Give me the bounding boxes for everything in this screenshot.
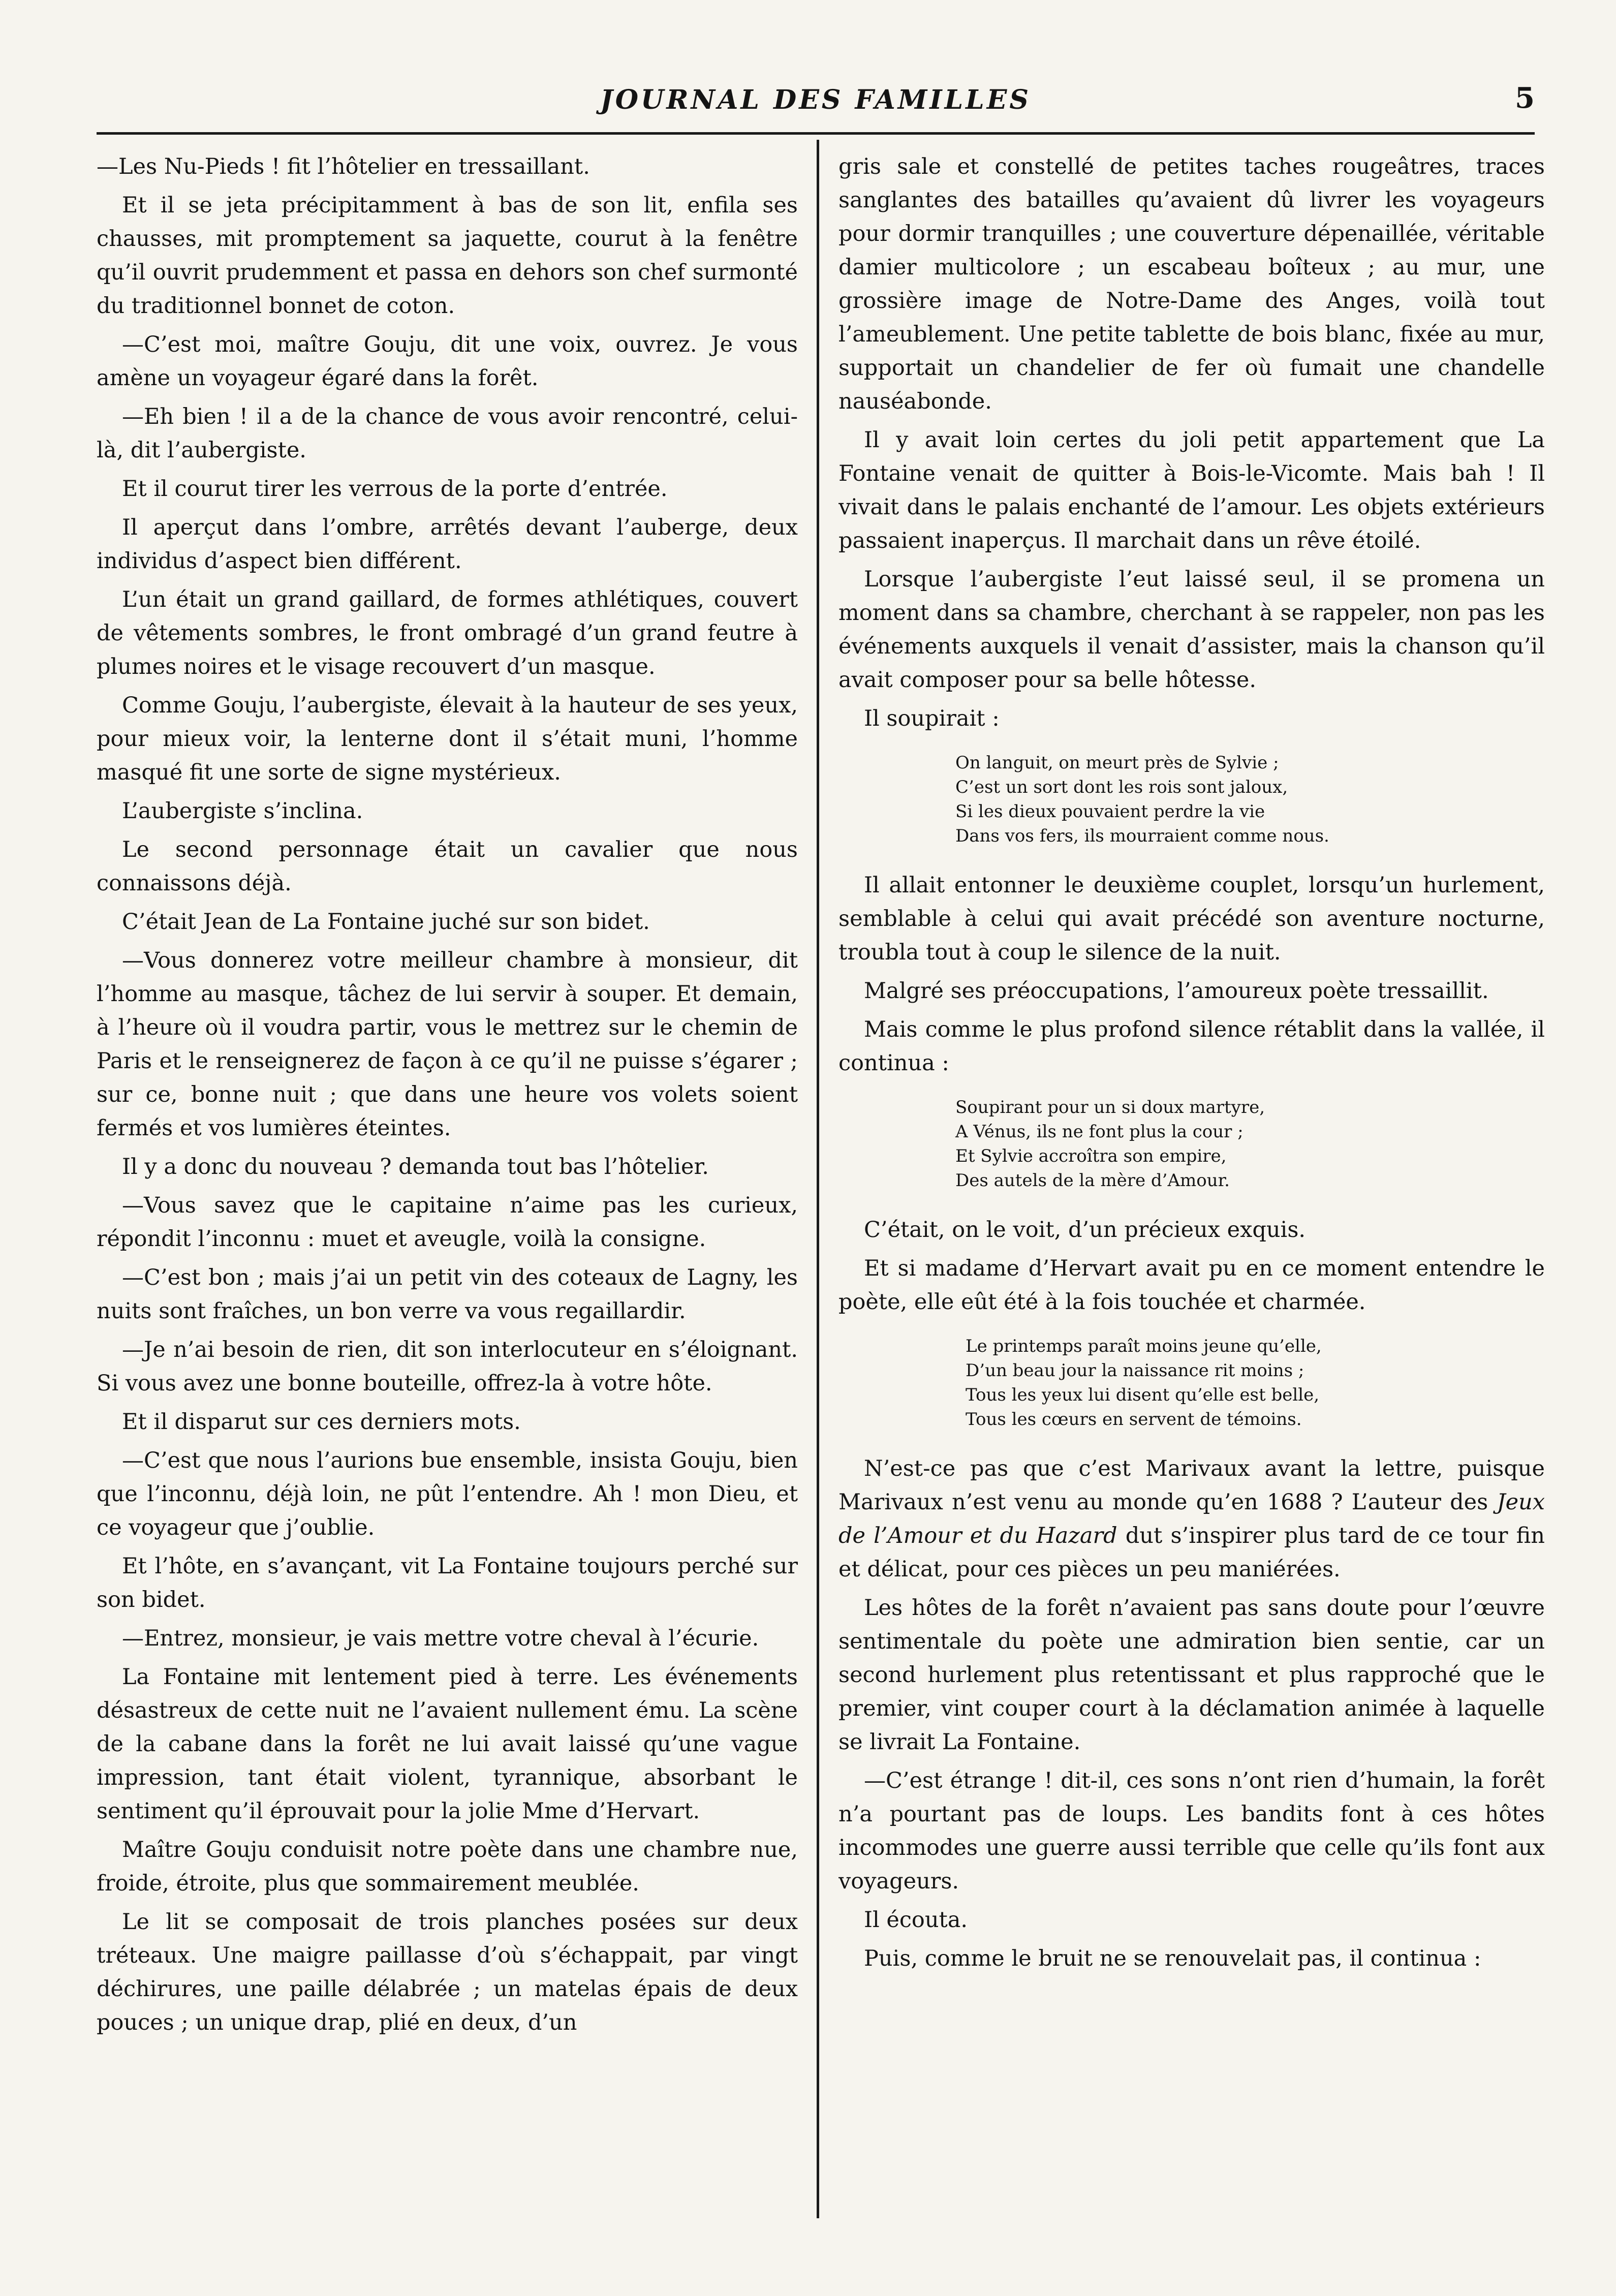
journal-title: JOURNAL DES FAMILLES bbox=[600, 84, 1031, 115]
poem-line: Des autels de la mère d’Amour. bbox=[955, 1170, 1230, 1191]
paragraph: —Vous savez que le capitaine n’aime pas les curieux, répondit l’inconnu : muet et aveugle, voilà la consigne. bbox=[97, 1193, 798, 1252]
paragraph: —Les Nu-Pieds ! fit l’hôtelier en tressaillant. bbox=[97, 154, 590, 179]
paragraph: C’était Jean de La Fontaine juché sur son bidet. bbox=[122, 909, 650, 935]
paragraph: Et l’hôte, en s’avançant, vit La Fontaine toujours perché sur son bidet. bbox=[97, 1554, 798, 1612]
paragraph: Comme Gouju, l’aubergiste, élevait à la hauteur de ses yeux, pour mieux voir, la lenterne dont il s’était muni, l’homme masqué fit une sorte de signe mystérieux. bbox=[97, 693, 798, 785]
paragraph: —Vous donnerez votre meilleur chambre à monsieur, dit l’homme au masque, tâchez de lui servir à souper. Et demain, à l’heure où il voudra partir, vous le mettrez sur le chemin de Paris et le renseignerez de façon à ce qu’il ne puisse s’égarer ; sur ce, bonne nuit ; que dans une heure vos volets soient fermés et vos lumières éteintes. bbox=[97, 948, 798, 1141]
paragraph: —Eh bien ! il a de la chance de vous avoir rencontré, celui-là, dit l’aubergiste. bbox=[97, 404, 798, 463]
paragraph: C’était, on le voit, d’un précieux exquis. bbox=[864, 1217, 1306, 1243]
poem-stanza-2 bbox=[838, 1095, 1545, 1193]
left-column bbox=[97, 150, 798, 2244]
paragraph: Mais comme le plus profond silence rétablit dans la vallée, il continua : bbox=[838, 1017, 1545, 1076]
poem-line: C’est un sort dont les rois sont jaloux, bbox=[955, 777, 1288, 797]
text-run: N’est-ce pas que c’est Marivaux avant la lettre, puisque Marivaux n’est venu au monde qu’en 1688 ? L’auteur des bbox=[838, 1456, 1545, 1515]
paragraph: Il y avait loin certes du joli petit appartement que La Fontaine venait de quitter à Bois-le-Vicomte. Mais bah ! Il vivait dans le palais enchanté de l’amour. Les objets extérieurs passaient inaperçus. Il marchait dans un rêve étoilé. bbox=[838, 427, 1545, 553]
poem-line: Dans vos fers, ils mourraient comme nous. bbox=[955, 826, 1329, 846]
poem-line: Et Sylvie accroîtra son empire, bbox=[955, 1146, 1227, 1166]
poem-line: Si les dieux pouvaient perdre la vie bbox=[955, 801, 1265, 822]
paragraph: Lorsque l’aubergiste l’eut laissé seul, il se promena un moment dans sa chambre, cherchant à se rappeler, non pas les événements auxquels il venait d’assister, mais la chanson qu’il avait composer pour sa belle hôtesse. bbox=[838, 567, 1545, 693]
paragraph: Le lit se composait de trois planches posées sur deux tréteaux. Une maigre paillasse d’où s’échappait, par vingt déchirures, une paille délabrée ; un matelas épais de deux pouces ; un unique drap, plié en deux, d’un bbox=[97, 1909, 798, 2035]
paragraph-marivaux bbox=[838, 1452, 1545, 1586]
page-number: 5 bbox=[1515, 81, 1535, 115]
poem-line: Tous les cœurs en servent de témoins. bbox=[966, 1409, 1302, 1430]
poem-stanza-3 bbox=[838, 1334, 1545, 1432]
paragraph: —Entrez, monsieur, je vais mettre votre cheval à l’écurie. bbox=[122, 1626, 759, 1651]
paragraph: L’un était un grand gaillard, de formes athlétiques, couvert de vêtements sombres, le front ombragé d’un grand feutre à plumes noires et le visage recouvert d’un masque. bbox=[97, 587, 798, 679]
paragraph: Il soupirait : bbox=[864, 706, 1000, 731]
paragraph: Le second personnage était un cavalier que nous connaissons déjà. bbox=[97, 837, 798, 896]
paragraph: Malgré ses préoccupations, l’amoureux poète tressaillit. bbox=[864, 978, 1489, 1004]
paragraph: —C’est bon ; mais j’ai un petit vin des coteaux de Lagny, les nuits sont fraîches, un bon verre va vous regaillardir. bbox=[97, 1265, 798, 1324]
paragraph: Et il disparut sur ces derniers mots. bbox=[122, 1409, 521, 1435]
poem-line: Tous les yeux lui disent qu’elle est belle, bbox=[966, 1385, 1320, 1405]
right-column bbox=[838, 150, 1545, 2244]
paragraph: L’aubergiste s’inclina. bbox=[122, 798, 363, 824]
paragraph: Les hôtes de la forêt n’avaient pas sans doute pour l’œuvre sentimentale du poète une admiration bien sentie, car un second hurlement plus retentissant et plus rapproché que le premier, vint couper court à la déclamation animée à laquelle se livrait La Fontaine. bbox=[838, 1595, 1545, 1755]
page-header bbox=[97, 71, 1535, 135]
poem-line: Soupirant pour un si doux martyre, bbox=[955, 1097, 1265, 1118]
poem-stanza-1 bbox=[838, 751, 1545, 848]
column-divider bbox=[817, 140, 819, 2218]
poem-line: D’un beau jour la naissance rit moins ; bbox=[966, 1360, 1304, 1381]
paragraph: Il aperçut dans l’ombre, arrêtés devant l’auberge, deux individus d’aspect bien différent. bbox=[97, 515, 798, 574]
paragraph: Il y a donc du nouveau ? demanda tout bas l’hôtelier. bbox=[122, 1154, 709, 1180]
paragraph: Et il se jeta précipitamment à bas de son lit, enfila ses chausses, mit promptement sa jaquette, courut à la fenêtre qu’il ouvrit prudemment et passa en dehors son chef surmonté du traditionnel bonnet de coton. bbox=[97, 193, 798, 319]
paragraph: gris sale et constellé de petites taches rougeâtres, traces sanglantes des batailles qu’avaient dû livrer les voyageurs pour dormir tranquilles ; une couverture dépenaillée, véritable damier multicolore ; un escabeau boîteux ; au mur, une grossière image de Notre-Dame des Anges, voilà tout l’ameublement. Une petite tablette de bois blanc, fixée au mur, supportait un chandelier de fer où fumait une chandelle nauséabonde. bbox=[838, 154, 1545, 414]
paragraph: Il écouta. bbox=[864, 1907, 968, 1933]
text-run: dut s’inspirer plus tard de ce tour fin et délicat, pour ces pièces un peu maniérées. bbox=[838, 1523, 1545, 1582]
paragraph: Et il courut tirer les verrous de la porte d’entrée. bbox=[122, 476, 668, 502]
work-title: Jeux de l’Amour et du Hazard bbox=[838, 1490, 1545, 1548]
paragraph: Et si madame d’Hervart avait pu en ce moment entendre le poète, elle eût été à la fois touchée et charmée. bbox=[838, 1256, 1545, 1315]
poem-line: A Vénus, ils ne font plus la cour ; bbox=[955, 1122, 1244, 1142]
paragraph: —C’est que nous l’aurions bue ensemble, insista Gouju, bien que l’inconnu, déjà loin, ne pût l’entendre. Ah ! mon Dieu, et ce voyageur que j’oublie. bbox=[97, 1448, 798, 1540]
poem-line: Le printemps paraît moins jeune qu’elle, bbox=[966, 1336, 1322, 1356]
paragraph: Maître Gouju conduisit notre poète dans une chambre nue, froide, étroite, plus que sommairement meublée. bbox=[97, 1837, 798, 1896]
paragraph: Il allait entonner le deuxième couplet, lorsqu’un hurlement, semblable à celui qui avait précédé son aventure nocturne, troubla tout à coup le silence de la nuit. bbox=[838, 873, 1545, 965]
paragraph: La Fontaine mit lentement pied à terre. Les événements désastreux de cette nuit ne l’avaient nullement ému. La scène de la cabane dans la forêt ne lui avait laissé qu’une vague impression, tant était violent, tyrannique, absorbant le sentiment qu’il éprouvait pour la jolie Mme d’Hervart. bbox=[97, 1664, 798, 1824]
paragraph: —C’est moi, maître Gouju, dit une voix, ouvrez. Je vous amène un voyageur égaré dans la forêt. bbox=[97, 332, 798, 391]
paragraph: —Je n’ai besoin de rien, dit son interlocuteur en s’éloignant. Si vous avez une bonne bouteille, offrez-la à votre hôte. bbox=[97, 1337, 798, 1396]
paragraph: —C’est étrange ! dit-il, ces sons n’ont rien d’humain, la forêt n’a pourtant pas de loups. Les bandits font à ces hôtes incommodes une guerre aussi terrible que celle qu’ils font aux voyageurs. bbox=[838, 1768, 1545, 1894]
poem-line: On languit, on meurt près de Sylvie ; bbox=[955, 753, 1279, 773]
paragraph: Puis, comme le bruit ne se renouvelait pas, il continua : bbox=[864, 1946, 1481, 1971]
